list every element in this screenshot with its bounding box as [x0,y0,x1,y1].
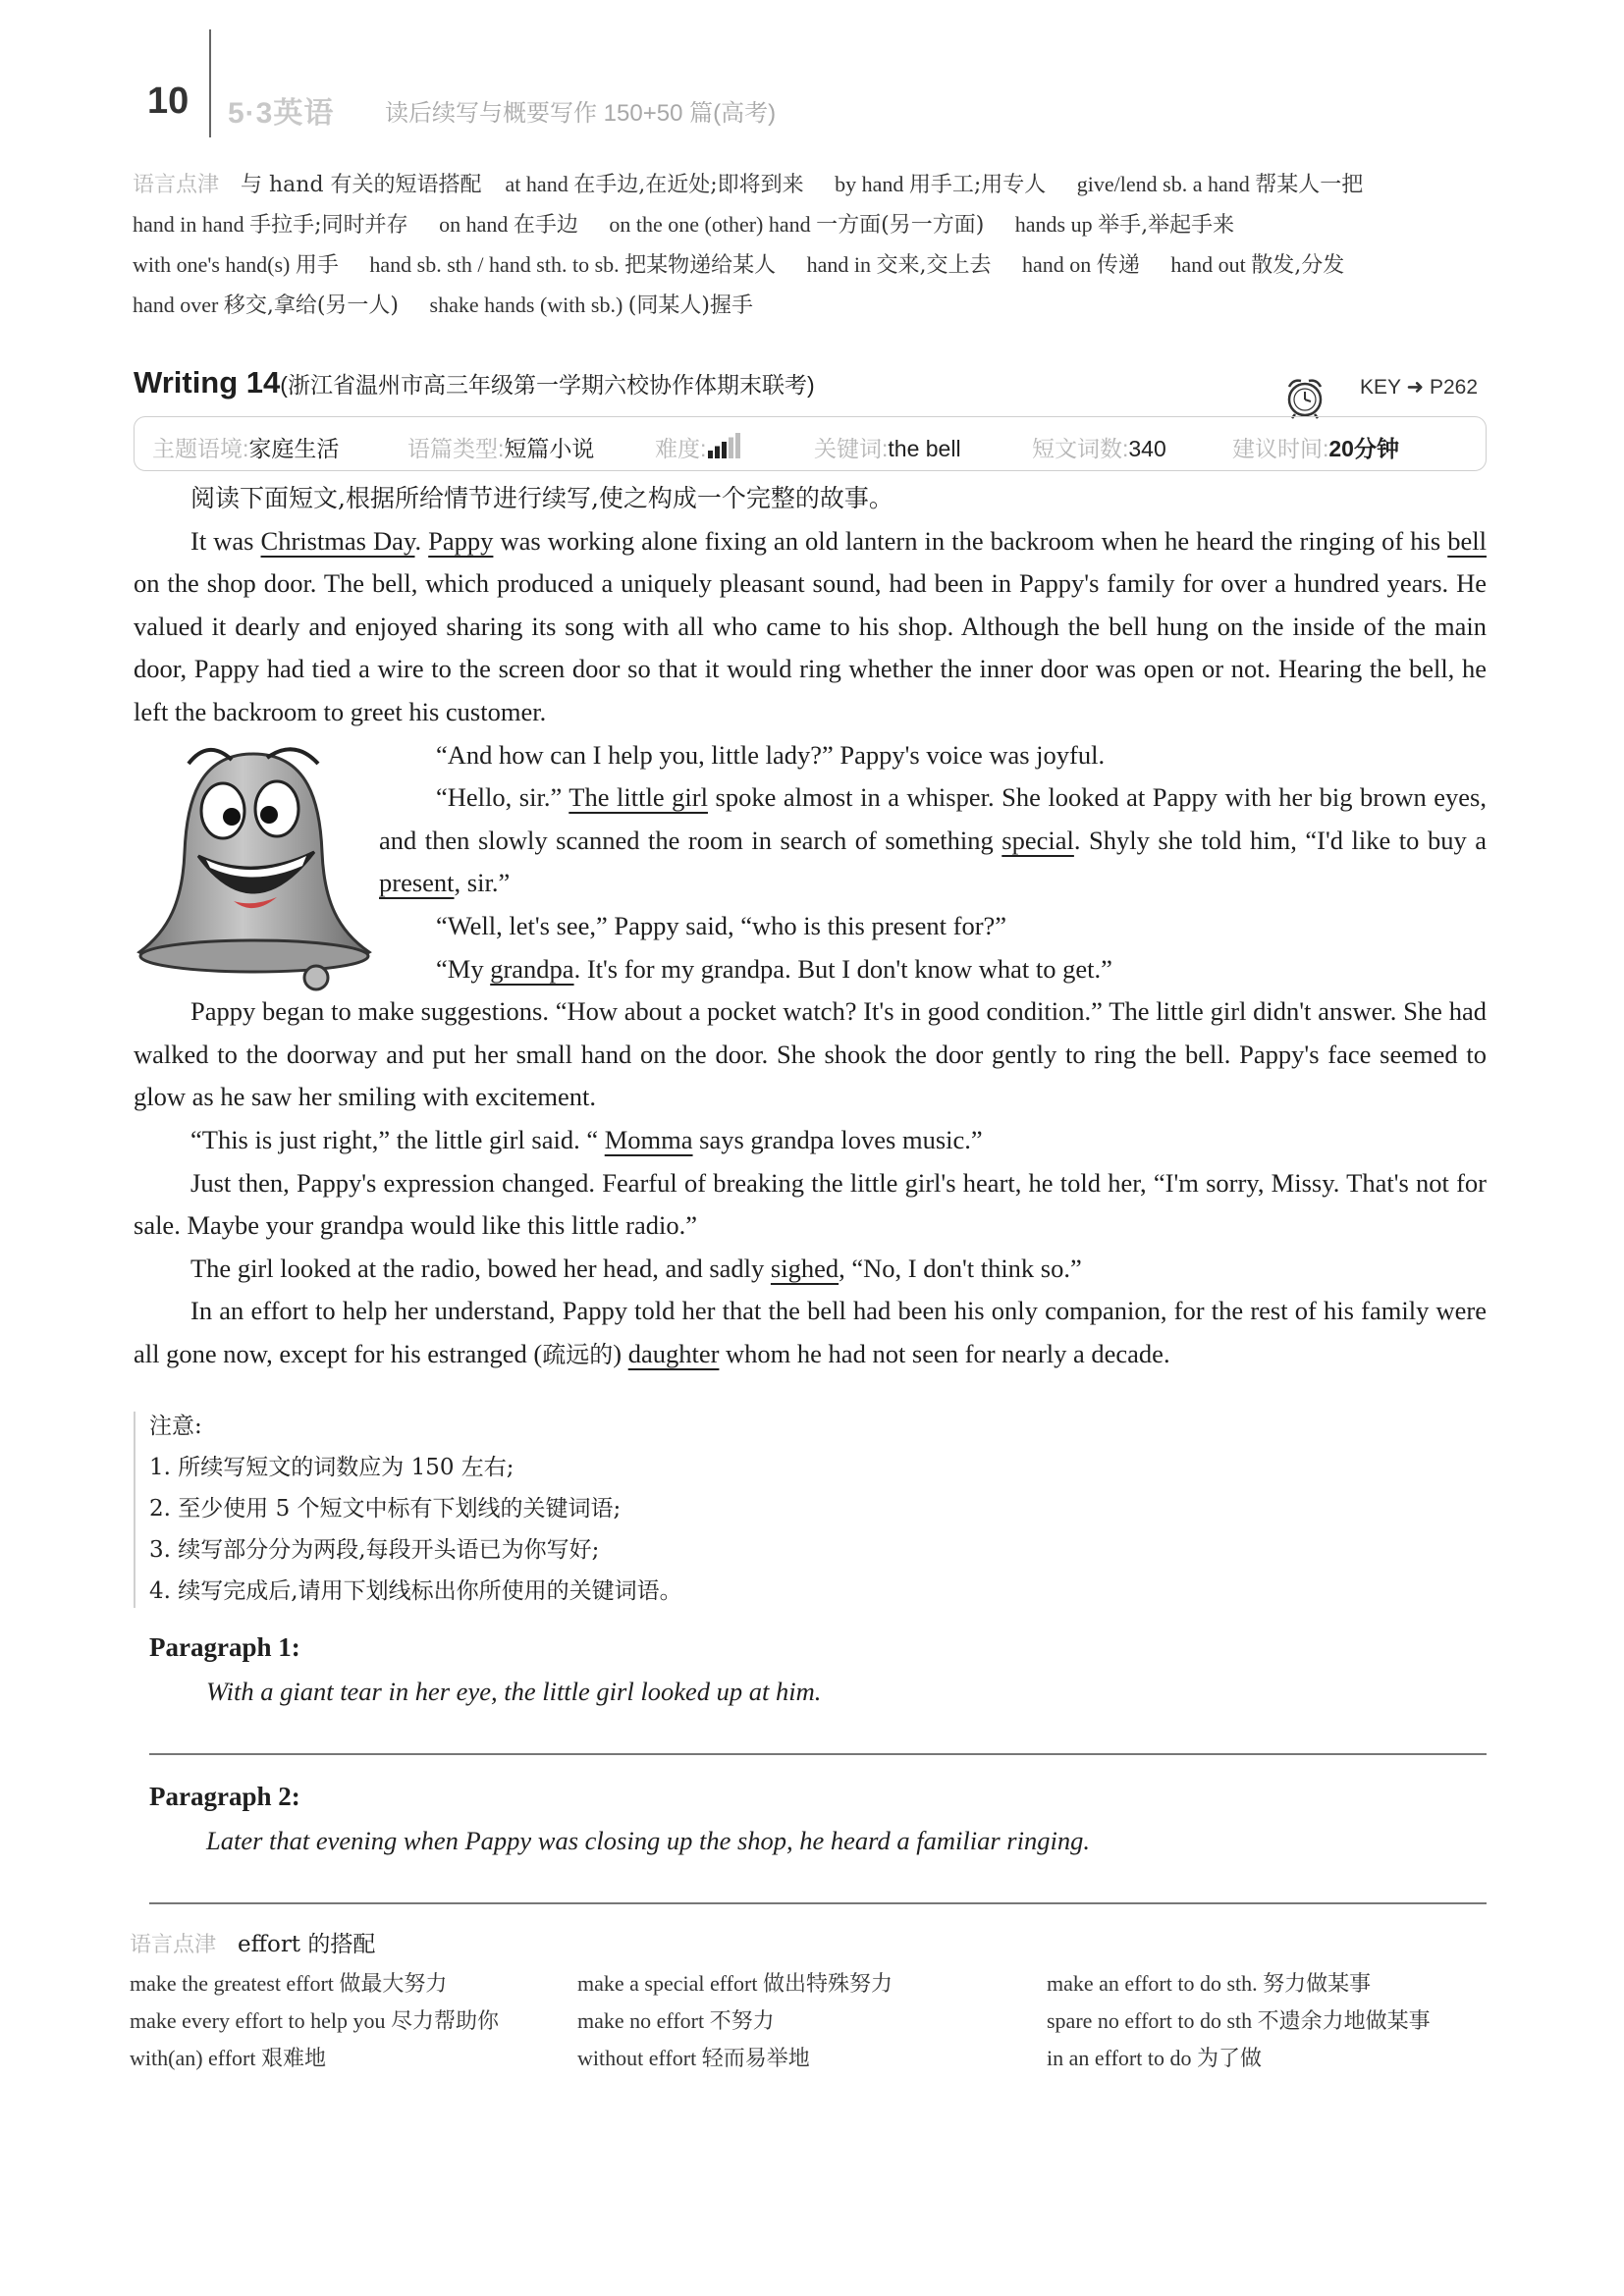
hand-phrase-note [133,165,1488,326]
keyword: Christmas Day [260,525,415,556]
effort-note-header: 语言点津 effort 的搭配 [130,1932,376,1957]
time-item: 建议时间:20分钟 [1232,436,1399,461]
attention-item: 1. 所续写短文的词数应为 150 左右; [149,1455,514,1480]
attention-item: 4. 续写完成后,请用下划线标出你所使用的关键词语。 [149,1578,682,1604]
effort-column-1: make the greatest effort 做最大努力 make every effort to help you 尽力帮助你 with(an) effort 艰难地 [130,1971,499,2070]
difficulty-bar [715,447,720,459]
writing-line[interactable] [149,1753,1487,1755]
phrase-term: on hand 在手边 [439,212,578,238]
attention-border [134,1412,135,1608]
alarm-clock-icon [1281,373,1328,420]
writing-number: Writing 14 [134,365,281,400]
keyword-item: 关键词:the bell [814,436,961,461]
keyword: The little girl [568,782,708,813]
story-paragraph: It was Christmas Day. Pappy was working alone fixing an old lantern in the backroom when he heard the ringing of his bell on the shop door. The bell, which produced a uniquely pleasant sound, had been in Pappy's family for over a hundred years. He valued it dearly and enjoyed sharing its song with all who came to his shop. Although the bell hung on the inside of the main door, Pappy had tied a wire to the screen door so that it would ring whether the inner door was open or not. Hearing the bell, he left the backroom to greet his customer. [134,525,1487,726]
attention-title: 注意: [149,1414,202,1439]
phrase-term: by hand 用手工;用专人 [835,172,1047,197]
note-intro: 与 hand 有关的短语搭配 [241,173,482,197]
genre-item: 语篇类型:短篇小说 [407,436,595,461]
attention-item: 3. 续写部分分为两段,每段开头语已为你写好; [149,1537,600,1563]
keyword: daughter [627,1338,720,1368]
writing-title [134,365,815,400]
key-page: P262 [1429,376,1478,399]
paragraph2-opening: Later that evening when Pappy was closing up the shop, he heard a familiar ringing. [206,1826,1090,1855]
effort-column-3: make an effort to do sth. 努力做某事 spare no effort to do sth 不遗余力地做某事 in an effort to do 为了做 [1047,1971,1431,2070]
difficulty-bar [708,451,713,458]
difficulty-bars-icon [708,431,743,458]
answer-key-ref[interactable] [1360,375,1478,400]
keyword: Pappy [428,525,494,556]
story-instruction: 阅读下面短文,根据所给情节进行续写,使之构成一个完整的故事。 [190,484,893,512]
wordcount-item: 短文词数:340 [1032,436,1166,461]
story-paragraph: “This is just right,” the little girl said. “ Momma says grandpa loves music.” [190,1124,983,1154]
difficulty-bar [735,433,740,458]
keyword: bell [1447,525,1487,556]
difficulty-bar [722,442,727,458]
story-paragraph: “Well, let's see,” Pappy said, “who is this present for?” [436,910,1007,940]
phrase-term: hand in 交来,交上去 [806,252,992,278]
writing-source: (浙江省温州市高三年级第一学期六校协作体期末联考) [280,372,815,398]
paragraph1-opening: With a giant tear in her eye, the little girl looked up at him. [206,1677,822,1706]
phrase-term: hand on 传递 [1022,252,1140,278]
phrase-term: hand sb. sth / hand sth. to sb. 把某物递给某人 [369,252,777,278]
phrase-term: hand in hand 手拉手;同时并存 [133,212,408,238]
difficulty-bar [729,438,733,459]
story-paragraph: Just then, Pappy's expression changed. Fearful of breaking the little girl's heart, he told her, “I'm sorry, Missy. That's not for sale. Maybe your grandpa would like this little radio.” [134,1167,1487,1241]
phrase-term: with one's hand(s) 用手 [133,252,339,278]
phrase-term: shake hands (with sb.) (同某人)握手 [429,293,753,318]
keyword: Momma [604,1124,693,1154]
keyword: special [1001,825,1074,855]
story-paragraph: Pappy began to make suggestions. “How about a pocket watch? It's in good condition.” The little girl didn't answer. She had walked to the doorway and put her small hand on the door. She shook the door gently to ring the bell. Pappy's face seemed to glow as he saw her smiling with excitement. [134,996,1487,1112]
brand-logo: 5·3英语 [228,97,335,130]
story-paragraph: “My grandpa. It's for my grandpa. But I don't know what to get.” [436,953,1112,984]
story-paragraph: “Hello, sir.” The little girl spoke almost in a whisper. She looked at Pappy with her big brown eyes, and then slowly scanned the room in search of something special. Shyly she told him, “I'd like to buy a present, sir.” [379,782,1487,898]
phrase-term: hands up 举手,举起手来 [1014,212,1235,238]
phrase-term: on the one (other) hand 一方面(另一方面) [609,212,985,238]
phrase-term: hand out 散发,分发 [1170,252,1345,278]
theme-item: 主题语境:家庭生活 [152,436,340,461]
attention-box [149,1406,682,1612]
story-paragraph: In an effort to help her understand, Pappy told her that the bell had been his only companion, for the rest of his family were all gone now, except for his estranged (疏远的) daughter whom he had not seen for nearly a decade. [134,1296,1487,1368]
header-divider [209,29,211,137]
phrase-term: hand over 移交,拿给(另一人) [133,293,400,318]
paragraph1-label: Paragraph 1: [149,1632,300,1662]
story-wrapped-block [379,734,1487,991]
phrase-term: give/lend sb. a hand 帮某人一把 [1076,172,1364,197]
key-label: KEY [1360,376,1401,399]
book-title: 读后续写与概要写作 150+50 篇(高考) [385,100,777,127]
attention-item: 2. 至少使用 5 个短文中标有下划线的关键词语; [149,1496,622,1522]
info-bar [134,416,1487,471]
phrase-term: at hand 在手边,在近处;即将到来 [505,172,804,197]
keyword: present [379,868,455,898]
effort-column-2: make a special effort 做出特殊努力 make no effort 不努力 without effort 轻而易举地 [577,1971,893,2070]
story-text [134,477,1487,1376]
story-paragraph: “And how can I help you, little lady?” Pappy's voice was joyful. [436,739,1106,770]
keyword: sighed [770,1253,839,1283]
note-label: 语言点津 [133,172,220,196]
keyword: grandpa [490,953,574,984]
writing-line[interactable] [149,1902,1487,1904]
story-paragraph: The girl looked at the radio, bowed her head, and sadly sighed, “No, I don't think so.” [190,1253,1082,1283]
difficulty-item: 难度: [655,431,743,463]
arrow-right-icon: ➜ [1406,376,1425,399]
paragraph2-label: Paragraph 2: [149,1782,300,1811]
page-number: 10 [147,80,189,122]
